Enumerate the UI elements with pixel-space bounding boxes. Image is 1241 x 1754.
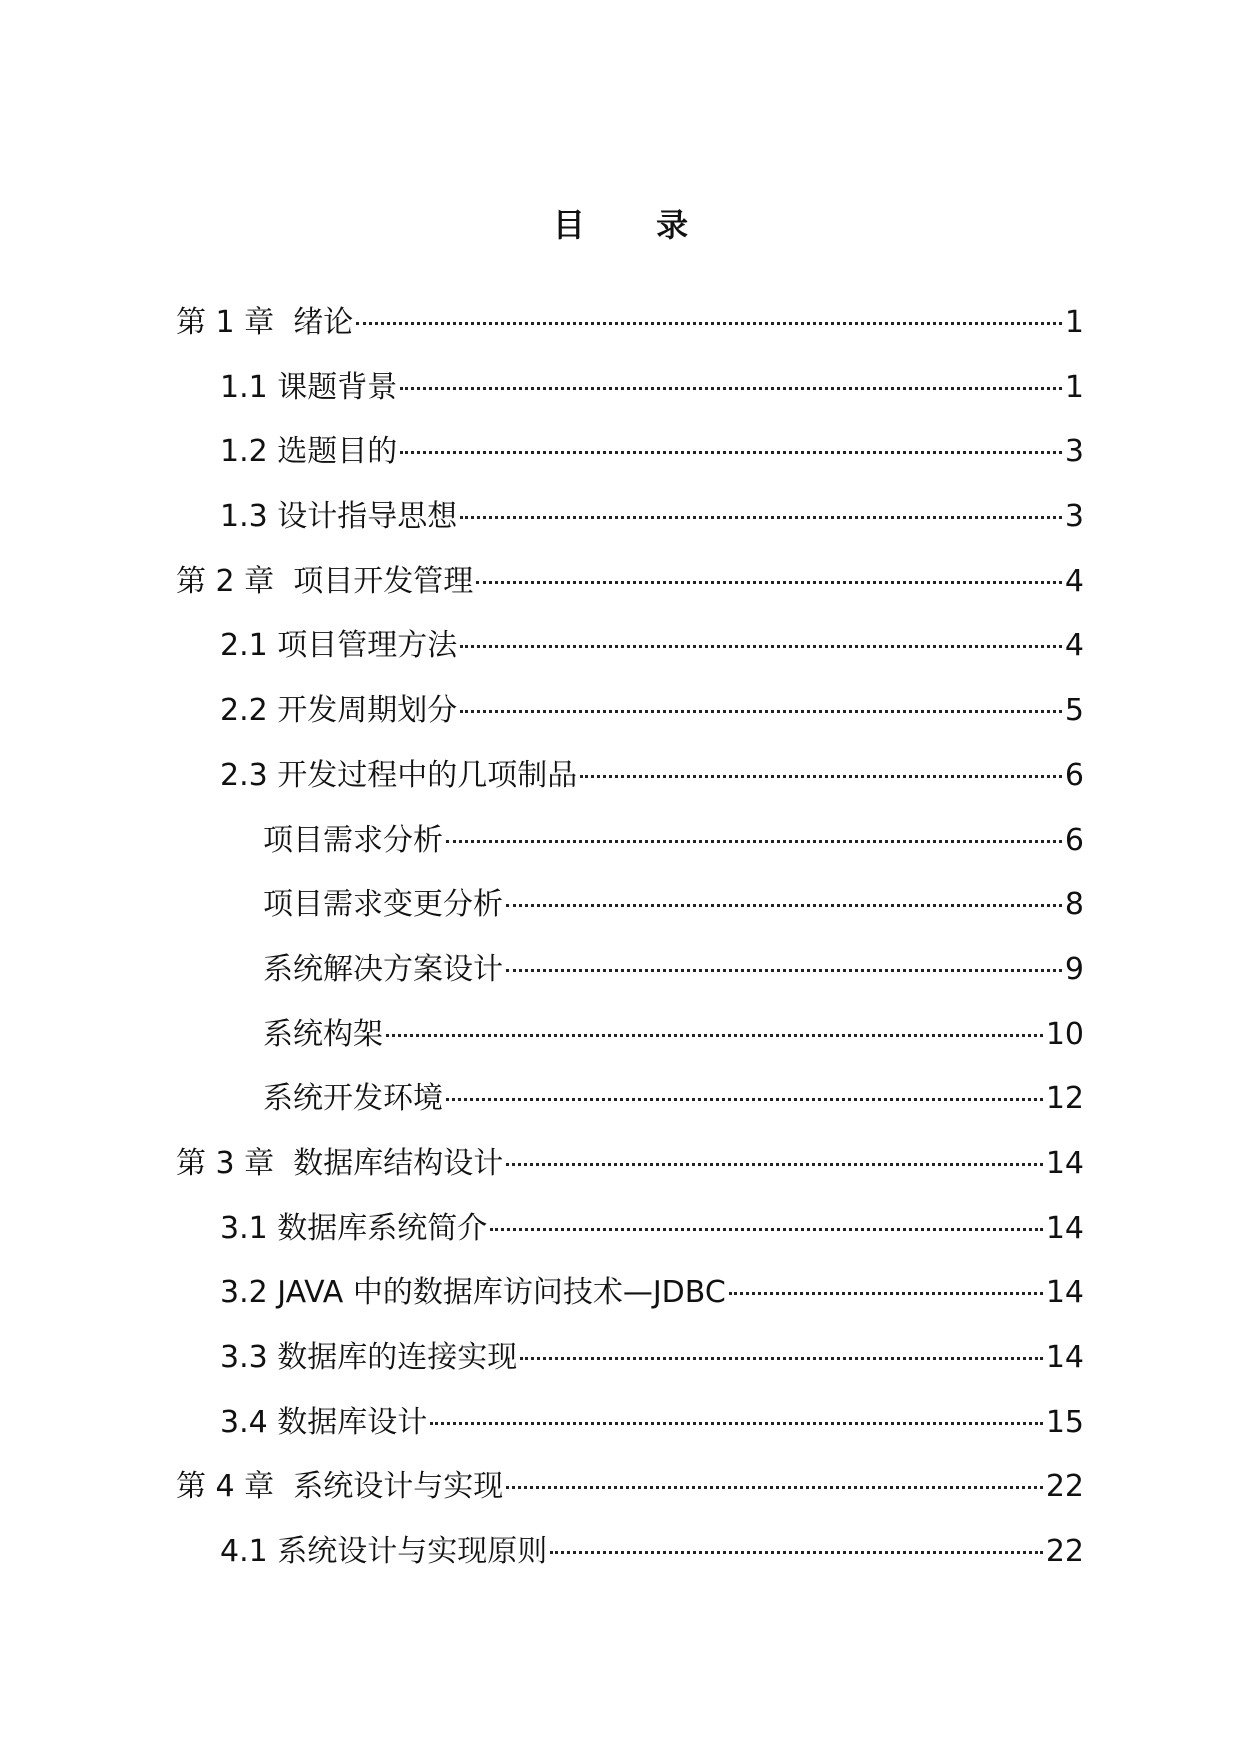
toc-entry-label: 项目需求分析: [263, 822, 443, 858]
toc-entry[interactable]: [0, 1144, 1241, 1209]
toc-entry-label: 系统构架: [263, 1016, 383, 1052]
toc-entry[interactable]: [0, 950, 1241, 1015]
toc-title: 目 录: [552, 206, 719, 244]
toc-dot-leader: [460, 645, 1062, 648]
toc-entry-label: 系统开发环境: [263, 1081, 443, 1117]
toc-entry[interactable]: [0, 303, 1241, 368]
toc-entry[interactable]: [0, 432, 1241, 497]
toc-entry[interactable]: [0, 1532, 1241, 1597]
toc-entry-page-number: 5: [1064, 693, 1084, 729]
toc-entry-label: 3.2 JAVA 中的数据库访问技术—JDBC: [220, 1275, 726, 1311]
toc-dot-leader: [356, 322, 1062, 325]
toc-entry[interactable]: [0, 1209, 1241, 1274]
toc-entry[interactable]: [0, 562, 1241, 627]
toc-entry-page-number: 10: [1045, 1016, 1084, 1052]
toc-dot-leader: [506, 1163, 1043, 1166]
toc-entry[interactable]: [0, 1338, 1241, 1403]
toc-entry[interactable]: [0, 1273, 1241, 1338]
toc-entry-label: 第 1 章 绪论: [176, 305, 354, 340]
toc-entry[interactable]: [0, 368, 1241, 433]
toc-entry-label: 1.2 选题目的: [220, 434, 398, 470]
toc-dot-leader: [506, 969, 1062, 972]
toc-entry-page-number: 14: [1045, 1340, 1084, 1375]
toc-entry-page-number: 6: [1064, 757, 1084, 793]
toc-entry-label: 第 2 章 项目开发管理: [176, 563, 474, 599]
toc-entry-label: 3.4 数据库设计: [220, 1404, 428, 1440]
toc-entry[interactable]: [0, 1079, 1241, 1144]
toc-entry-page-number: 15: [1045, 1404, 1084, 1440]
toc-entry-label: 2.3 开发过程中的几项制品: [220, 757, 578, 793]
toc-entry-label: 3.1 数据库系统简介: [220, 1210, 488, 1246]
toc-entry-label: 第 3 章 数据库结构设计: [176, 1145, 504, 1181]
toc-dot-leader: [446, 1098, 1043, 1101]
toc-entry[interactable]: [0, 756, 1241, 821]
toc-entry-page-number: 12: [1045, 1081, 1084, 1117]
toc-entry-page-number: 6: [1064, 822, 1084, 858]
toc-entry[interactable]: [0, 626, 1241, 691]
toc-entry-label: 系统解决方案设计: [263, 951, 503, 987]
toc-entry-label: 3.3 数据库的连接实现: [220, 1340, 518, 1375]
toc-entry-page-number: 3: [1064, 434, 1084, 470]
toc-entry-page-number: 14: [1045, 1275, 1084, 1311]
toc-entry[interactable]: [0, 885, 1241, 950]
toc-entry-label: 4.1 系统设计与实现原则: [220, 1534, 548, 1570]
toc-entry[interactable]: [0, 821, 1241, 886]
toc-entry-page-number: 14: [1045, 1145, 1084, 1181]
toc-dot-leader: [430, 1422, 1043, 1425]
toc-dot-leader: [400, 451, 1062, 454]
toc-entry-page-number: 4: [1064, 563, 1084, 599]
toc-dot-leader: [506, 1486, 1043, 1489]
toc-entry[interactable]: [0, 1015, 1241, 1080]
toc-dot-leader: [506, 904, 1062, 907]
toc-dot-leader: [490, 1228, 1043, 1231]
toc-entry-page-number: 4: [1064, 628, 1084, 664]
toc-dot-leader: [400, 387, 1062, 390]
toc-entry-page-number: 9: [1064, 951, 1084, 987]
toc-entry-page-number: 8: [1064, 887, 1084, 923]
toc-dot-leader: [476, 581, 1062, 584]
toc-entry-page-number: 14: [1045, 1210, 1084, 1246]
toc-entry-label: 1.1 课题背景: [220, 369, 398, 405]
table-of-contents: [0, 303, 1241, 1597]
toc-entry-page-number: 3: [1064, 499, 1084, 535]
toc-entry-page-number: 22: [1045, 1469, 1084, 1505]
toc-entry-page-number: 22: [1045, 1534, 1084, 1570]
toc-dot-leader: [386, 1034, 1043, 1037]
toc-entry-label: 2.2 开发周期划分: [220, 693, 458, 729]
toc-dot-leader: [446, 840, 1062, 843]
toc-dot-leader: [729, 1292, 1043, 1295]
toc-entry[interactable]: [0, 497, 1241, 562]
toc-entry-label: 项目需求变更分析: [263, 887, 503, 923]
toc-dot-leader: [550, 1551, 1043, 1554]
toc-dot-leader: [460, 710, 1062, 713]
toc-entry[interactable]: [0, 691, 1241, 756]
toc-dot-leader: [460, 516, 1062, 519]
toc-entry-page-number: 1: [1064, 305, 1084, 340]
toc-entry[interactable]: [0, 1467, 1241, 1532]
toc-entry-page-number: 1: [1064, 369, 1084, 405]
toc-entry-label: 2.1 项目管理方法: [220, 628, 458, 664]
toc-entry[interactable]: [0, 1403, 1241, 1468]
toc-entry-label: 1.3 设计指导思想: [220, 499, 458, 535]
toc-dot-leader: [520, 1357, 1043, 1360]
toc-entry-label: 第 4 章 系统设计与实现: [176, 1469, 504, 1505]
toc-dot-leader: [580, 775, 1062, 778]
